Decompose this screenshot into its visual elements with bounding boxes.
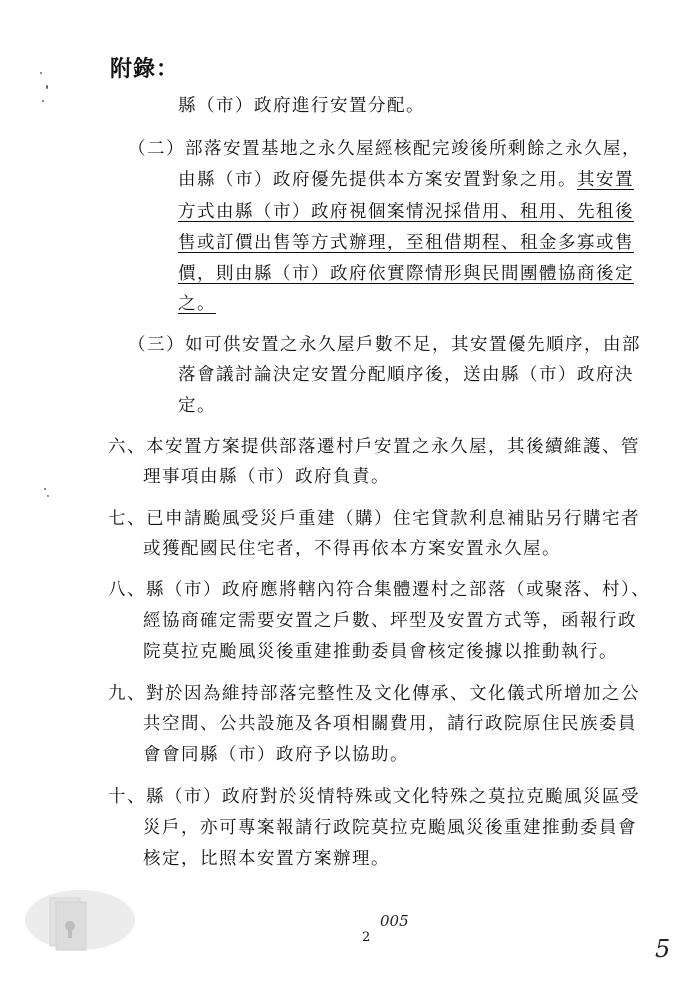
- text-line: 會會同縣（市）政府予以協助。: [143, 745, 409, 765]
- scan-speck: [46, 85, 48, 89]
- text-line: 院莫拉克颱風災後重建推動委員會核定後據以推動執行。: [143, 642, 618, 662]
- underlined-line: 方式由縣（市）政府視個案情況採借用、租用、先租後: [178, 202, 634, 222]
- text-line: （二）部落安置基地之永久屋經核配完竣後所剩餘之永久屋，: [128, 139, 641, 159]
- scan-speck: [40, 72, 42, 74]
- underlined-segment: 其安置: [577, 170, 634, 190]
- text-line: 經協商確定需要安置之戶數、坪型及安置方式等，函報行政: [143, 611, 637, 631]
- text-line: 共空間、公共設施及各項相關費用，請行政院原住民族委員: [143, 714, 637, 734]
- text-line: 縣（市）政府進行安置分配。: [178, 96, 425, 116]
- text-line: 理事項由縣（市）政府負責。: [143, 467, 390, 487]
- text-line: （三）如可供安置之永久屋戶數不足，其安置優先順序，由部: [128, 335, 641, 355]
- handwritten-corner-number: 5: [655, 935, 671, 963]
- text-line: 核定，比照本安置方案辦理。: [143, 849, 390, 869]
- text-line: 八、縣（市）政府應將轄內符合集體遷村之部落（或聚落、村）、: [108, 580, 651, 600]
- handwritten-stamp-number: 005: [380, 912, 409, 930]
- underlined-line: 售或訂價出售等方式辦理，至租借期程、租金多寡或售: [178, 233, 634, 253]
- appendix-heading: 附錄：: [110, 57, 180, 82]
- scan-speck: [42, 100, 44, 102]
- scan-speck: [44, 488, 46, 490]
- text-segment: 由縣（市）政府優先提供本方案安置對象之用。: [178, 170, 577, 190]
- archive-logo-watermark: [20, 880, 135, 960]
- text-line: 九、對於因為維持部落完整性及文化傳承、文化儀式所增加之公: [108, 684, 640, 704]
- text-line: 落會議討論決定安置分配順序後，送由縣（市）政府決: [178, 365, 634, 385]
- underlined-line: 之。: [178, 294, 216, 314]
- text-line: 七、已申請颱風受災戶重建（購）住宅貸款利息補貼另行購宅者: [108, 509, 640, 529]
- text-line: [178, 168, 634, 192]
- text-line: 十、縣（市）政府對於災情特殊或文化特殊之莫拉克颱風災區受: [108, 787, 640, 807]
- page-number: 2: [362, 930, 371, 945]
- scan-speck: [47, 495, 49, 497]
- text-line: 災戶，亦可專案報請行政院莫拉克颱風災後重建推動委員會: [143, 818, 637, 838]
- text-line: 或獲配國民住宅者，不得再依本方案安置永久屋。: [143, 539, 561, 559]
- text-line: 六、本安置方案提供部落遷村戶安置之永久屋，其後續維護、管: [108, 437, 640, 457]
- text-line: 定。: [178, 396, 216, 416]
- underlined-line: 價，則由縣（市）政府依實際情形與民間團體協商後定: [178, 264, 634, 284]
